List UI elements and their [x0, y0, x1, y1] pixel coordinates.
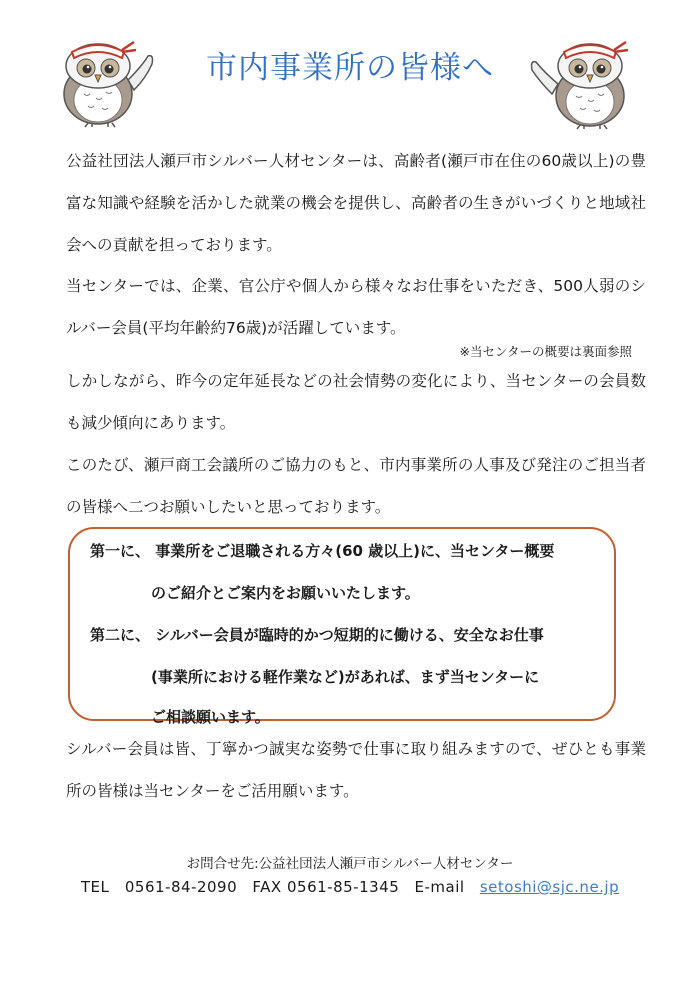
contact-label: お問合せ先:公益社団法人瀬戸市シルバー人材センター — [186, 856, 514, 872]
intro-paragraph: 公益社団法人瀬戸市シルバー人材センターは、高齢者(瀬戸市在住の60歳以上)の豊富な知識や経験を活かした就業の機会を提供し、高齢者の生きがいづくりと地域社会への貢献を担っております。 — [66, 152, 646, 254]
page-title: 市内事業所の皆様へ — [206, 50, 494, 86]
second-request-line2: (事業所における軽作業など)があれば、まず当センターに — [151, 668, 540, 686]
first-request-line1: 第一に、 事業所をご退職される方々(60 歳以上)に、当センター概要 — [90, 542, 555, 560]
members-paragraph: 当センターでは、企業、官公庁や個人から様々なお仕事をいただき、500人弱のシルバー会員(平均年齢約76歳)が活躍しています。 — [66, 277, 646, 337]
reverse-side-note: ※当センターの概要は裏面参照 — [459, 344, 632, 359]
contact-tel: TEL 0561-84-2090 — [80, 878, 238, 896]
decline-paragraph: しかしながら、昨今の定年延長などの社会情勢の変化により、当センターの会員数も減少傾向にあります。 — [66, 372, 646, 432]
contact-fax: FAX 0561-85-1345 — [252, 878, 400, 896]
contact-email-label: E-mail — [414, 878, 465, 896]
closing-paragraph: シルバー会員は皆、丁寧かつ誠実な姿勢で仕事に取り組みますので、ぜひとも事業所の皆様は当センターをご活用願います。 — [66, 740, 646, 800]
first-request-line2: のご紹介とご案内をお願いいたします。 — [151, 584, 420, 602]
request-intro-paragraph: このたび、瀬戸商工会議所のご協力のもと、市内事業所の人事及び発注のご担当者の皆様へ二つお願いしたいと思っております。 — [66, 456, 646, 516]
contact-email-link[interactable]: setoshi@sjc.ne.jp — [479, 878, 620, 896]
second-request-line1: 第二に、 シルバー会員が臨時的かつ短期的に働ける、安全なお仕事 — [90, 626, 544, 644]
contact-details — [0, 876, 700, 897]
second-request-line3: ご相談願います。 — [151, 708, 270, 726]
